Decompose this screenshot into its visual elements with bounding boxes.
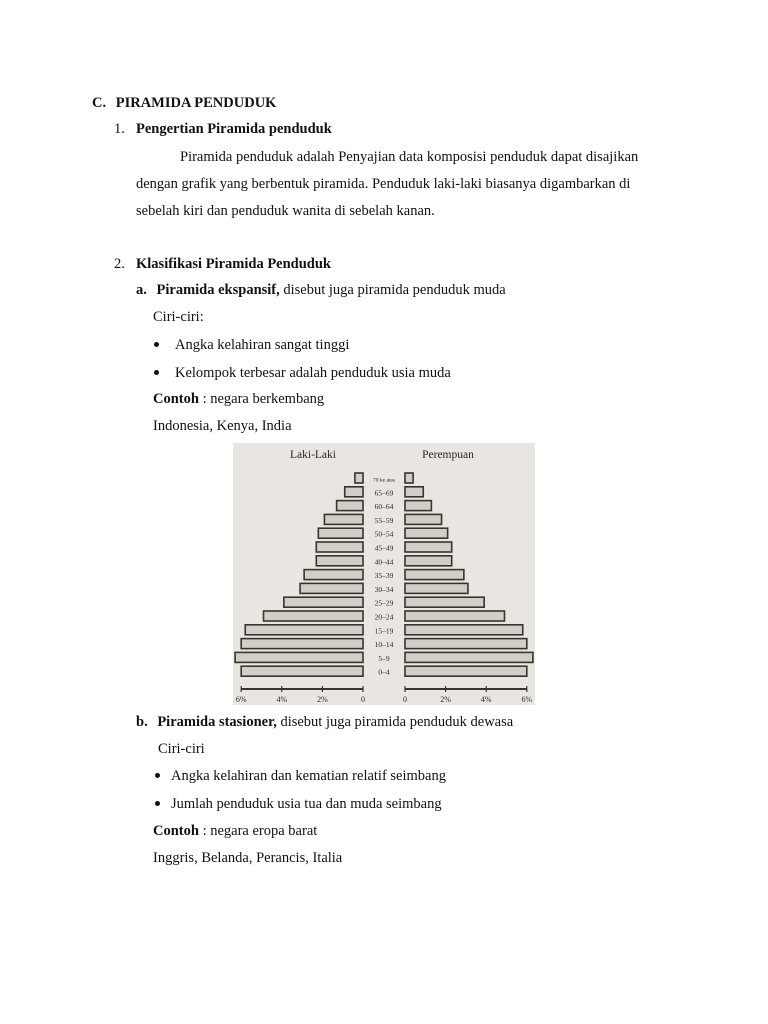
female-bar (405, 570, 464, 580)
male-bar (264, 611, 363, 621)
pyramid-svg (233, 443, 535, 705)
sub-a-contoh (153, 390, 324, 408)
sub-a-contoh-text: : negara berkembang (198, 391, 325, 407)
female-bar (405, 597, 484, 607)
age-group-label: 10–14 (374, 640, 394, 650)
sub-a-title: Piramida ekspansif, (156, 282, 280, 298)
male-bar (316, 542, 363, 552)
age-group-label: 65–69 (374, 488, 394, 498)
male-bar (324, 514, 363, 524)
sub-b-title: Piramida stasioner, (157, 714, 277, 730)
female-bar (405, 487, 423, 497)
male-bar (318, 528, 363, 538)
female-bar (405, 639, 527, 649)
age-group-label: 70 ke atas (373, 477, 395, 484)
item1-number: 1. (114, 121, 125, 137)
right-series-label: Perempuan (422, 449, 474, 461)
bullet-icon (154, 370, 159, 375)
bullet-icon (154, 342, 159, 347)
item2-number: 2. (114, 256, 125, 272)
section-heading (92, 94, 276, 112)
male-bar (337, 501, 363, 511)
age-group-label: 40–44 (374, 557, 394, 567)
age-group-label: 45–49 (374, 543, 394, 553)
item1-heading: Pengertian Piramida penduduk (136, 121, 332, 137)
female-bar (405, 652, 533, 662)
female-bar (405, 501, 431, 511)
sub-b-rest: disebut juga piramida penduduk dewasa (276, 714, 514, 730)
female-bar (405, 666, 527, 676)
population-pyramid-chart (233, 443, 535, 705)
sub-b-contoh-text: : negara eropa barat (198, 823, 318, 839)
male-bar (345, 487, 363, 497)
age-group-label: 35–39 (374, 571, 394, 581)
male-bar (235, 652, 363, 662)
item1-para-line-1: Piramida penduduk adalah Penyajian data komposisi penduduk dapat disajikan (180, 149, 639, 165)
x-tick-label: 2% (317, 695, 328, 704)
x-tick-label: 0 (361, 695, 365, 704)
male-bar (241, 639, 363, 649)
age-group-label: 50–54 (374, 529, 394, 539)
left-series-label: Laki-Laki (290, 449, 336, 461)
sub-b-letter: b. (136, 714, 148, 730)
sub-a-bullet-2: Kelompok terbesar adalah penduduk usia muda (175, 365, 451, 381)
bullet-icon (155, 773, 160, 778)
sub-b-bullet-2: Jumlah penduduk usia tua dan muda seimbang (171, 796, 442, 812)
sub-b-countries: Inggris, Belanda, Perancis, Italia (153, 850, 343, 866)
age-group-label: 25–29 (374, 598, 394, 608)
female-bar (405, 528, 448, 538)
age-group-label: 55–59 (374, 515, 394, 525)
female-bar (405, 473, 413, 483)
bullet-icon (155, 801, 160, 806)
male-bar (316, 556, 363, 566)
sub-a-rest: disebut juga piramida penduduk muda (279, 282, 506, 298)
age-group-label: 15–19 (374, 626, 394, 636)
female-bar (405, 625, 523, 635)
female-bar (405, 542, 452, 552)
item1-para-line-2: dengan grafik yang berbentuk piramida. Penduduk laki-laki biasanya digambarkan di (136, 176, 631, 192)
sub-a-heading (136, 281, 506, 299)
age-group-label: 60–64 (374, 502, 394, 512)
male-bar (355, 473, 363, 483)
section-title: PIRAMIDA PENDUDUK (115, 95, 277, 111)
female-bar (405, 583, 468, 593)
x-tick-label: 4% (276, 695, 288, 704)
sub-a-countries: Indonesia, Kenya, India (153, 418, 292, 434)
age-group-label: 30–34 (374, 584, 394, 594)
item2-heading: Klasifikasi Piramida Penduduk (136, 256, 331, 272)
male-bar (304, 570, 363, 580)
x-tick-label: 2% (440, 695, 451, 704)
sub-b-heading (136, 713, 513, 731)
x-tick-label: 0 (403, 695, 407, 704)
x-tick-label: 6% (521, 695, 533, 704)
age-group-label: 0–4 (378, 667, 390, 677)
item1-para-line-3: sebelah kiri dan penduduk wanita di sebelah kanan. (136, 203, 435, 219)
sub-b-bullet-1: Angka kelahiran dan kematian relatif seimbang (171, 768, 446, 784)
male-bar (245, 625, 363, 635)
sub-b-ciri-label: Ciri-ciri (158, 741, 205, 757)
age-group-label: 5–9 (378, 653, 390, 663)
sub-b-contoh-label: Contoh (153, 823, 199, 839)
x-tick-label: 6% (235, 695, 247, 704)
male-bar (284, 597, 363, 607)
sub-a-letter: a. (136, 282, 147, 298)
sub-b-contoh (153, 822, 317, 840)
male-bar (241, 666, 363, 676)
sub-a-bullet-1: Angka kelahiran sangat tinggi (175, 337, 350, 353)
sub-a-ciri-label: Ciri-ciri: (153, 309, 204, 325)
female-bar (405, 514, 442, 524)
age-group-label: 20–24 (374, 612, 394, 622)
female-bar (405, 556, 452, 566)
x-tick-label: 4% (480, 695, 492, 704)
male-bar (300, 583, 363, 593)
female-bar (405, 611, 504, 621)
section-number: C. (92, 95, 107, 111)
sub-a-contoh-label: Contoh (153, 391, 199, 407)
